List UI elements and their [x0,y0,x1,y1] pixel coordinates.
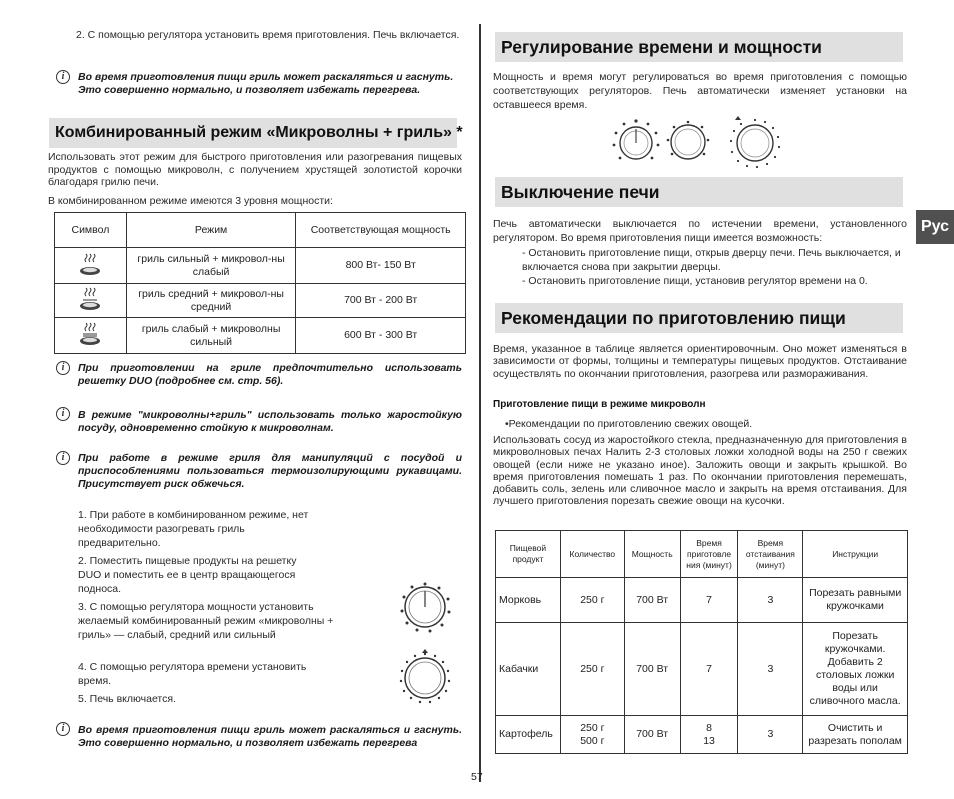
section-title-combi: Комбинированный режим «Микроволны + гриль» * [55,124,463,141]
table-header-row [496,531,908,578]
section-header-switch-off [495,177,903,207]
time-cell: 7 [680,578,738,623]
info-icon: i [56,70,70,84]
list-item: 3. С помощью регулятора мощности установить желаемый комбинированный режим «микроволны + гриль» — слабый, средний или сильный [78,601,334,641]
timer-knob-icon [395,645,455,707]
time-cell: 7 [680,623,738,716]
table-header: Режим [126,213,296,248]
section-header-recommendations [495,303,903,333]
stand-cell: 3 [738,578,803,623]
table-header: Инструкции [803,531,908,578]
list-item: 2. Поместить пищевые продукты на решетку DUO и поместить ее в центр вращающегося подноса. [78,555,297,595]
table-row [496,623,908,716]
grill-microwave-medium-icon [55,284,127,318]
switch-off-bullet-2: - Остановить приготовление пищи, установив регулятор времени на 0. [522,275,868,287]
table-header: Пищевой продукт [496,531,561,578]
section-header-time-power [495,32,903,62]
note-grill-glow: Во время приготовления пищи гриль может раскаляться и гаснуть. Это совершенно нормально, и позволяет избежать перегрева. [78,71,454,96]
instr-cell: Очистить и разрезать пополам [803,716,908,754]
food-cell: Морковь [496,578,561,623]
instr-cell: Порезать равными кружочками [803,578,908,623]
mode-cell: гриль средний + микровол-ны средний [126,284,296,318]
power-cell: 600 Вт - 300 Вт [296,318,466,354]
section-header-combi [49,118,463,148]
qty-cell: 250 г 500 г [560,716,624,754]
vegetables-table [495,530,908,754]
power-knob-icon [395,575,455,635]
table-row [55,284,466,318]
time-cell: 8 13 [680,716,738,754]
list-item: 4. С помощью регулятора времени установить время. [78,661,307,687]
section-title-recommendations: Рекомендации по приготовлению пищи [501,308,846,328]
food-cell: Картофель [496,716,561,754]
fresh-vegetables-bullet: •Рекомендации по приготовлению свежих овощей. [505,418,753,430]
section-title-switch-off: Выключение печи [501,182,660,202]
mode-cell: гриль слабый + микроволны сильный [126,318,296,354]
combi-power-table [54,212,466,354]
power-cell: 700 Вт [624,578,680,623]
food-cell: Кабачки [496,623,561,716]
stand-cell: 3 [738,623,803,716]
info-icon: i [56,722,70,736]
info-icon: i [56,451,70,465]
mode-cell: гриль сильный + микровол-ны слабый [126,248,296,284]
knob-combi-icon [664,118,712,166]
switch-off-text: Печь автоматически выключается по истечении времени, установленного регулятором. Во время приготовления пищи имеется возможность: [493,218,907,244]
power-cell: 800 Вт- 150 Вт [296,248,466,284]
table-header: Символ [55,213,127,248]
power-cell: 700 Вт [624,623,680,716]
time-power-text: Мощность и время могут регулироваться во время приготовления с помощью соответствующих регуляторов. Печь автоматически изменяет установки на оставшееся время. [493,71,907,111]
table-header: Соответствующая мощность [296,213,466,248]
table-row [496,578,908,623]
table-row [55,318,466,354]
page-number: 57 [471,771,483,783]
table-row [55,248,466,284]
combi-intro: Использовать этот режим для быстрого приготовления или разогревания пищевых продуктов с помощью микроволн, с получением хрустящей золотистой корочки благодаря грилю печи. [48,151,462,189]
list-item: 1. При работе в комбинированном режиме, нет необходимости разогревать гриль предварительно. [78,509,309,549]
knob-power-icon [606,113,664,171]
table-header: Время приготовле ния (минут) [680,531,738,578]
knob-timer-icon [724,110,786,172]
table-header: Количество [560,531,624,578]
table-header: Время отстаивания (минут) [738,531,803,578]
combi-levels-line: В комбинированном режиме имеются 3 уровня мощности: [48,195,333,207]
section-title-time-power: Регулирование времени и мощности [501,37,822,57]
note-grill-glow-2: Во время приготовления пищи гриль может раскаляться и гаснуть. Это совершенно нормально, и позволяет избежать перегрева [78,724,462,749]
table-header: Мощность [624,531,680,578]
stand-cell: 3 [738,716,803,754]
table-row [496,716,908,754]
note-gloves: При работе в режиме гриля для манипуляций с посудой и приспособлениями пользоваться термоизолирующими рукавицами. Присутствует риск обжечься. [78,452,462,490]
microwave-subheading: Приготовление пищи в режиме микроволн [493,399,706,410]
vegetables-instructions: Использовать сосуд из жаростойкого стекла, предназначенную для приготовления в микроволновых печах Налить 2-3 столовых ложки холодной воды на 250 г свежих овощей (если ниже не указано иное). Заложить овощи и закрыть крышкой. Во время приготовления помешать 1 раз. По окончании приготовления перемешать, добавить соль, зелень или сливочное масло и закрыть на время отстаивания. Для лучшего приготовления порезать свежие овощи на кусочки. [493,434,907,508]
info-icon: i [56,407,70,421]
column-divider [479,24,481,782]
qty-cell: 250 г [560,578,624,623]
info-icon: i [56,361,70,375]
step-2-text: 2. С помощью регулятора установить время приготовления. Печь включается. [76,29,460,41]
note-duo-rack: При приготовлении на гриле предпочтительно использовать решетку DUO (подробнее см. стр. 56). [78,362,462,387]
power-cell: 700 Вт [624,716,680,754]
qty-cell: 250 г [560,623,624,716]
instr-cell: Порезать кружочками. Добавить 2 столовых ложки воды или сливочного масла. [803,623,908,716]
recommendations-text: Время, указанное в таблице является ориентировочным. Оно может изменяться в зависимости от формы, толщины и температуры пищевых продуктов. Отстаивание осуществлять по окончании приготовления, разогрева или размораживания. [493,343,907,380]
grill-microwave-low-icon [55,318,127,354]
grill-microwave-high-icon [55,248,127,284]
list-item: 5. Печь включается. [78,693,176,705]
note-cookware: В режиме "микроволны+гриль" использовать только жаростойкую посуду, одновременно стойкую к микроволнам. [78,409,462,434]
language-tab: Рус [916,210,954,244]
power-cell: 700 Вт - 200 Вт [296,284,466,318]
switch-off-bullet-1: - Остановить приготовление пищи, открыв дверцу печи. Печь выключается, и включается снова при закрытии дверцы. [522,247,901,273]
